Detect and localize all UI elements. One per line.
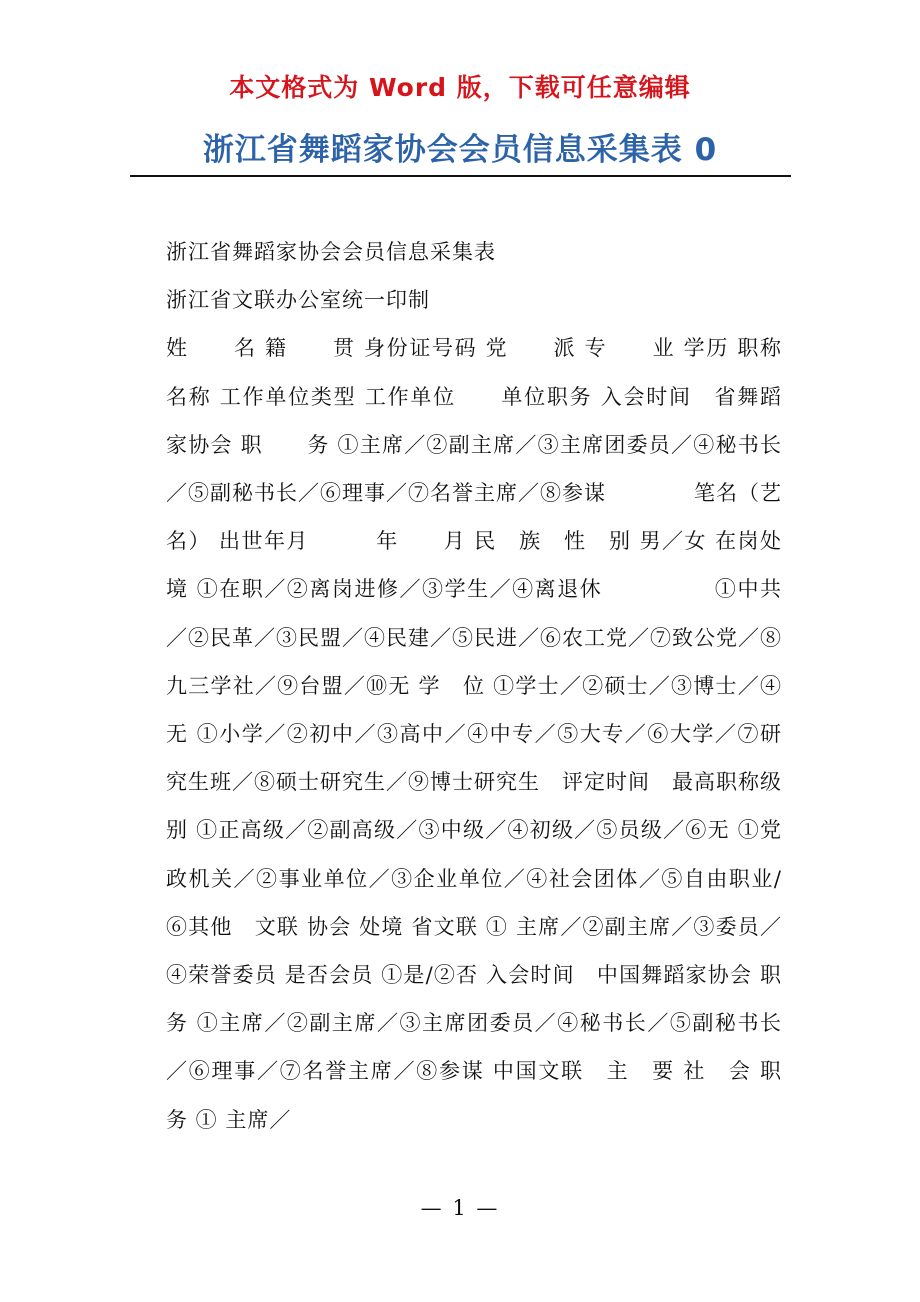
form-title-paragraph: 浙江省舞蹈家协会会员信息采集表 [166, 240, 496, 264]
page-number: — 1 — [420, 1196, 500, 1220]
document-title: 浙江省舞蹈家协会会员信息采集表 0 [202, 132, 718, 168]
document-body [142, 228, 826, 1144]
format-notice: 本文格式为 Word 版，下载可任意编辑 [229, 73, 691, 102]
issuer-paragraph: 浙江省文联办公室统一印制 [166, 288, 430, 313]
form-fields-paragraph: 姓 名 籍 贯 身份证号码 党 派 专 业 学历 职称名称 工作单位类型 工作单位 单位职务 入会时间 省舞蹈家协会 职 务 ①主席／②副主席／③主席团委员／④秘书长／⑤副秘书长／⑥理事／⑦名誉主席／⑧参谋 笔名（艺名） 出世年月 年 月 民 族 性 别 男／女 在岗处境 ①在职／②离岗进修／③学生／④离退休 ①中共／②民革／③民盟／④民建／⑤民进／⑥农工党／⑦致公党／⑧九三学社／⑨台盟／⑩无 学 位 ①学士／②硕士／③博士／④无 ①小学／②初中／③高中／④中专／⑤大专／⑥大学／⑦研究生班／⑧硕士研究生／⑨博士研究生 评定时间 最高职称级别 ①正高级／②副高级／③中级／④初级／⑤员级／⑥无 ①党政机关／②事业单位／③企业单位／④社会团体／⑤自由职业/⑥其他 文联 协会 处境 省文联 ① 主席／②副主席／③委员／④荣誉委员 是否会员 ①是/②否 入会时间 中国舞蹈家协会 职 务 ①主席／②副主席／③主席团委员／④秘书长／⑤副秘书长／⑥理事／⑦名誉主席／⑧参谋 中国文联 主 要 社 会 职 务 ① 主席／ [166, 336, 826, 1132]
title-divider [130, 175, 791, 177]
